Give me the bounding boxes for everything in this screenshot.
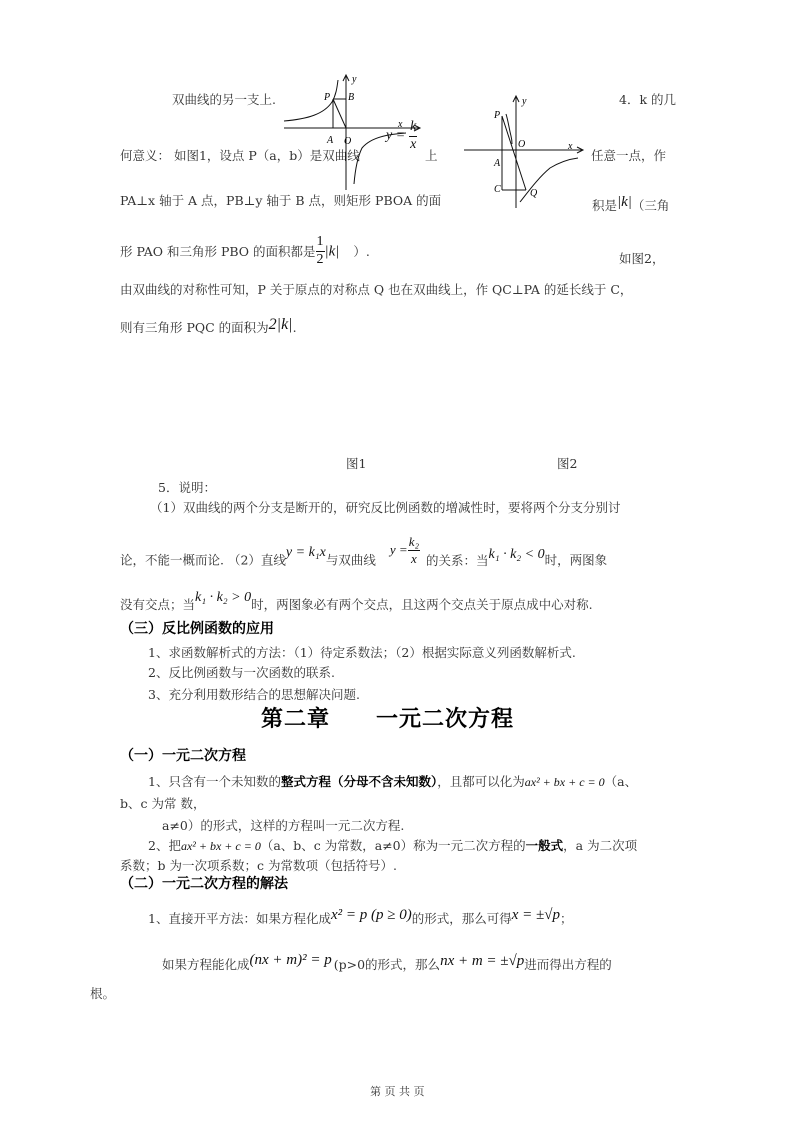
sqrt-sol2-math: nx + m = ±√p <box>440 953 525 969</box>
fig2-caption: 图2 <box>557 456 578 471</box>
notes-title: 5．说明： <box>158 480 216 495</box>
ch2-sec1-i1-c: （a、 <box>604 774 638 789</box>
fig2-label-y: y <box>522 96 527 107</box>
section-3-item-2: 2、反比例函数与一次函数的联系. <box>148 665 335 680</box>
sqrt-sol-math: x = ±√p <box>511 907 560 923</box>
fig1-equation <box>386 119 417 154</box>
ch2-section-1-heading: （一）一元二次方程 <box>120 748 246 764</box>
ch2-sec2-i2-c: 进而得出方程的 <box>524 957 612 972</box>
hyper-fraction <box>408 534 420 566</box>
half-fraction <box>316 234 325 269</box>
ch2-sec2-i2-b: (p>0的形式，那么 <box>333 957 441 972</box>
sqrt-cond-math: x² = p (p ≥ 0) <box>330 907 412 923</box>
section-3-item-3: 3、充分利用数形结合的思想解决问题. <box>148 687 360 702</box>
fig2-label-c: C <box>494 184 501 195</box>
ch2-sec1-i2-b: （a、b、c 为常数，a≠0）称为一元二次方程的 <box>260 838 526 853</box>
ch2-sec2-i2-a: 如果方程能化成 <box>162 957 250 972</box>
ch2-sec1-i2-a: 2、把 <box>148 838 181 853</box>
notes-p2 <box>120 534 608 576</box>
line-eq-math: y = k₁x <box>285 544 326 560</box>
fig1-eq-num: k <box>409 119 417 137</box>
notes-p2-c: 的关系：当 <box>425 552 489 568</box>
hyper-den: x <box>410 550 417 566</box>
half-denominator: 2 <box>316 251 324 267</box>
para-line-4-text: 形 PAO 和三角形 PBO 的面积都是 <box>120 243 316 259</box>
para-line-2-right: 任意一点，作 <box>591 148 667 163</box>
ch2-sec1-i2-bold: 一般式 <box>525 838 564 853</box>
ch2-section-2-heading: （二）一元二次方程的解法 <box>120 876 288 892</box>
para-line-5: 由双曲线的对称性可知，P 关于原点的对称点 Q 也在双曲线上，作 QC⊥PA 的延长线于 C， <box>120 282 633 297</box>
fig1-label-a: A <box>327 135 334 146</box>
para-line-6-post: . <box>292 320 297 335</box>
ch2-sec1-item2-line1 <box>148 838 637 853</box>
ch2-sec2-i1-c: ； <box>559 911 573 926</box>
ineq-neg-math: k₁ · k₂ < 0 <box>488 546 545 562</box>
fig1-label-p: P <box>324 92 331 103</box>
general-form-math-2: ax² + bx + c = 0 <box>180 839 261 853</box>
para-line-3-left: PA⊥x 轴于 A 点，PB⊥y 轴于 B 点，则矩形 PBOA 的面 <box>120 193 442 208</box>
hyper-lhs-math: y = <box>389 542 408 558</box>
ch2-sec1-item1-line2: b、c 为常 数， <box>120 796 206 811</box>
fig1-eq-fraction <box>409 119 417 154</box>
half-numerator: 1 <box>316 234 325 252</box>
para-line-2-left: 何意义： 如图1，设点 P（a，b）是双曲线 <box>120 148 360 163</box>
ch2-sec1-i1-b: ，且都可以化为 <box>437 774 525 789</box>
fig1-label-b: B <box>348 92 355 103</box>
para-line-3-right <box>592 193 669 213</box>
notes-p3-a: 没有交点；当 <box>120 597 196 612</box>
fig2-label-a: A <box>494 158 501 169</box>
fig1-eq-lhs: y = <box>386 127 406 143</box>
ch2-sec2-i1-a: 1、直接开平方法：如果方程化成 <box>148 911 331 926</box>
para-line-4-left <box>120 234 370 269</box>
ch2-sec1-item1-line1 <box>148 774 637 789</box>
ch2-sec1-item2-line2: 系数；b 为一次项系数；c 为常数项（包括符号）. <box>120 858 397 873</box>
para-line-3-right-post: （三角 <box>631 198 670 213</box>
fig2-curve-branch-lower <box>520 158 578 202</box>
ch2-sec2-item2 <box>162 952 612 974</box>
fig2-line-pq <box>502 116 526 190</box>
fig2-label-x: x <box>568 141 573 152</box>
ch2-sec1-i2-c: ，a 为二次项 <box>563 838 638 853</box>
fig1-caption: 图1 <box>346 456 367 471</box>
notes-p2-a: 论，不能一概而论. （2）直线 <box>120 552 286 568</box>
ch2-sec2-item2-line2: 根。 <box>90 986 116 1001</box>
notes-p1: （1）双曲线的两个分支是断开的，研究反比例函数的增减性时，要将两个分支分别讨 <box>150 500 621 515</box>
fig2-label-p: P <box>494 110 501 121</box>
section-3-heading: （三）反比例函数的应用 <box>120 621 274 637</box>
section-3-item-1: 1、求函数解析式的方法：（1）待定系数法；（2）根据实际意义列函数解析式. <box>148 645 576 660</box>
abs-k-math-2: |k| <box>324 243 340 260</box>
sqrt-cond2-math: (nx + m)² = p <box>249 952 332 968</box>
notes-p3 <box>120 590 593 613</box>
para-line-3-right-pre: 积是 <box>592 198 618 213</box>
fig2-label-o: O <box>518 139 526 150</box>
figure-2 <box>458 92 598 212</box>
hyper-num: k₂ <box>408 534 419 549</box>
para-line-1-left: 双曲线的另一支上. <box>172 92 276 107</box>
ch2-sec2-i1-b: 的形式，那么可得 <box>411 911 512 926</box>
ch2-sec1-item1-line3: a≠0）的形式，这样的方程叫一元二次方程. <box>162 818 405 833</box>
ineq-pos-math: k₁ · k₂ > 0 <box>195 590 252 606</box>
notes-p3-b: 时，两图象必有两个交点，且这两个交点关于原点成中心对称. <box>251 597 593 612</box>
notes-p2-d: 时，两图象 <box>544 552 608 568</box>
general-form-math: ax² + bx + c = 0 <box>524 775 605 789</box>
para-line-4-after: ）. <box>353 243 370 259</box>
para-line-6-pre: 则有三角形 PQC 的面积为 <box>120 320 269 335</box>
fig2-label-q: Q <box>530 188 538 199</box>
fig1-label-o: O <box>344 136 352 147</box>
chapter-title: 第二章 一元二次方程 <box>261 706 515 732</box>
ch2-sec1-i1-a: 1、只含有一个未知数的 <box>148 774 281 789</box>
ch2-sec1-i1-bold: 整式方程（分母不含未知数） <box>280 774 438 789</box>
page-footer: 第 页 共 页 <box>370 1085 425 1098</box>
two-abs-k-math: 2|k| <box>268 316 293 333</box>
fig1-eq-den: x <box>410 136 417 152</box>
para-line-2-mid: 上 <box>425 148 438 163</box>
fig1-line-po <box>333 99 346 128</box>
abs-k-math: |k| <box>617 194 632 210</box>
fig2-curve-branch-upper <box>506 114 512 144</box>
para-line-1-right: 4．k 的几 <box>619 92 677 107</box>
fig1-label-y: y <box>352 74 357 85</box>
notes-p2-b: 与双曲线 <box>325 552 376 568</box>
fig1-label-x: x <box>398 119 403 130</box>
ch2-sec2-item1 <box>148 907 573 928</box>
para-line-4-right: 如图2， <box>619 251 665 266</box>
para-line-6 <box>120 315 297 335</box>
